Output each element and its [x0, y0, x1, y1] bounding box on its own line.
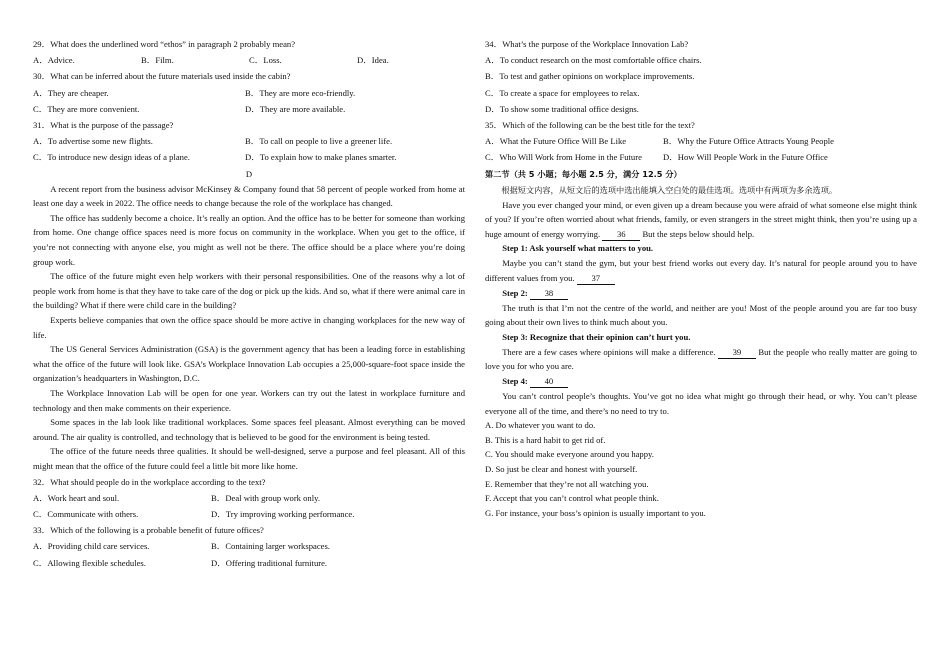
option: C．To introduce new design ideas of a plane. [33, 152, 190, 163]
option: C．Allowing flexible schedules. [33, 557, 146, 568]
option: D．To explain how to make planes smarter. [245, 152, 397, 163]
step-2-paragraph: The truth is that I’m not the centre of the world, and neither are you! Most of the people around you are far too busy going about their own lives to think much about you. [485, 302, 917, 328]
question-31: 31．What is the purpose of the passage? [33, 120, 174, 131]
paragraph: The office has suddenly become a choice. It’s really an option. And the office has to be better for someone than working from home. One change office spaces need is more focus on community in the workplace. When you get to the office, if you’re not connecting with anyone else, you might as well not be there. The office should be a place where you’re doing group work. [33, 212, 465, 267]
option: A．Advice. [33, 55, 75, 66]
option: B．Why the Future Office Attracts Young People [663, 136, 834, 147]
passage-label: D [245, 168, 253, 179]
paragraph: Some spaces in the lab look like traditional workplaces. Some spaces feel pleasant. Almost everything can be moved around. The air quality is controlled, and technology that is believed to be good for the environment is being tested. [33, 417, 465, 442]
choice-item: B. This is a hard habit to get rid of. [485, 434, 606, 445]
option: A．Providing child care services. [33, 541, 150, 552]
option: A．What the Future Office Will Be Like [485, 136, 627, 147]
choice-item: D. So just be clear and honest with yourself. [485, 463, 638, 474]
intro-text: Have you ever changed your mind, or even given up a dream because you were afraid of what someone else might think of you? If you’re often worried about what friends, family, or even strangers in the street might think, then you’re using up a huge amount of energy worrying. [485, 199, 917, 239]
question-34: 34．What’s the purpose of the Workplace Innovation Lab? [485, 39, 689, 49]
question-32: 32．What should people do in the workplace according to the text? [33, 476, 266, 487]
choice-item: E. Remember that they’re not all watching you. [485, 478, 649, 489]
section-instructions: 根据短文内容，从短文后的选项中选出能填入空白处的最佳选项。选项中有两项为多余选项。 [501, 184, 838, 195]
question-35-options [485, 133, 917, 165]
intro-text-end: But the steps below should help. [642, 228, 755, 239]
step-1-text: Maybe you can’t stand the gym, but your best friend works out every day. It’s natural for people around you to have different values from you. [485, 258, 917, 283]
step-4-heading [485, 374, 917, 389]
option: B．Containing larger workspaces. [211, 541, 330, 552]
option: A．They are cheaper. [33, 87, 109, 98]
option: B．To call on people to live a greener life. [245, 136, 393, 147]
step-2-label: Step 2: [502, 287, 528, 298]
step-1-heading: Step 1: Ask yourself what matters to you. [502, 243, 654, 254]
blank-39: 39 [718, 347, 756, 359]
choice-item: C. You should make everyone around you happy. [485, 449, 654, 460]
blank-36: 36 [602, 229, 640, 241]
option: B．They are more eco-friendly. [245, 87, 356, 98]
option: D．Try improving working performance. [211, 508, 355, 519]
paragraph: A recent report from the business advisor McKinsey & Company found that 58 percent of people worked from home at least one day a week in 2022. The office needs to change because the role of the workplace has changed. [33, 183, 465, 209]
blank-38: 38 [530, 288, 568, 300]
paragraph: The Workplace Innovation Lab will be open for one year. Workers can try out the latest in workplace furniture and technology and then make comments on their experience. [33, 387, 465, 413]
option: D．To show some traditional office designs. [485, 103, 639, 114]
step-2-heading [485, 286, 917, 301]
step-4-label: Step 4: [502, 375, 528, 386]
right-column [485, 36, 917, 520]
blank-37: 37 [577, 273, 615, 285]
question-33-options [33, 538, 465, 570]
question-33: 33．Which of the following is a probable benefit of future offices? [33, 525, 264, 536]
option: C．They are more convenient. [33, 103, 140, 114]
paragraph: Experts believe companies that own the office space should be more active in changing workplaces for the new way of life. [33, 314, 465, 340]
question-30: 30．What can be inferred about the future materials used inside the cabin? [33, 71, 291, 82]
option: A．To conduct research on the most comfortable office chairs. [485, 55, 702, 66]
option: D．Idea. [357, 55, 389, 66]
choice-item: F. Accept that you can’t control what people think. [485, 493, 659, 504]
paragraph: The office of the future needs three qualities. It should be well-designed, serve a purpose and feel pleasant. All of this might mean that the office of the future could feel a little bit more like home. [33, 446, 465, 471]
intro-paragraph [485, 198, 917, 242]
option: D．They are more available. [245, 103, 346, 114]
option: C．To create a space for employees to relax. [485, 87, 640, 98]
option: A．To advertise some new flights. [33, 136, 153, 147]
choice-item: G. For instance, your boss’s opinion is usually important to you. [485, 507, 706, 518]
blank-40: 40 [530, 376, 568, 388]
option: D．How Will People Work in the Future Office [663, 152, 828, 163]
question-29-options [33, 52, 465, 68]
question-29: 29．What does the underlined word “ethos” in paragraph 2 probably mean? [33, 39, 296, 49]
step-3-heading: Step 3: Recognize that their opinion can’t hurt you. [502, 331, 691, 342]
option: C．Communicate with others. [33, 508, 139, 519]
question-30-options [33, 85, 465, 117]
question-35: 35．Which of the following can be the best title for the text? [485, 120, 695, 131]
option: C．Loss. [249, 55, 282, 66]
step-4-paragraph: You can’t control people’s thoughts. You’ve got no idea what might go through their head, or why. You can’t please everyone all of the time, and there’s no need to try to. [485, 390, 917, 416]
option: D．Offering traditional furniture. [211, 557, 328, 568]
paragraph: The US General Services Administration (GSA) is the government agency that has been a leading force in establishing what the office of the future will look like. GSA’s Workplace Innovation Lab occupies a 25,000-square-foot space inside the organization’s headquarters in Washington, D.C. [33, 344, 465, 384]
step-3-text-end: But the people who really matter are going to love you for who you are. [485, 346, 917, 372]
left-column [33, 36, 465, 571]
option: A．Work heart and soul. [33, 492, 120, 503]
paragraph: The office of the future might even help workers with their personal responsibilities. One of the reasons why a lot of people work from home is that they have to take care of the dog or pick up the kids. And so, what if there were animal care in the building? What if there were child care in the building? [33, 271, 465, 311]
option: B．Deal with group work only. [211, 492, 320, 503]
step-3-paragraph [485, 345, 917, 374]
choice-item: A. Do whatever you want to do. [485, 420, 596, 431]
option: B．Film. [141, 55, 174, 66]
option: C．Who Will Work from Home in the Future [485, 152, 642, 163]
step-1-paragraph [485, 256, 917, 285]
question-32-options [33, 490, 465, 522]
option: B．To test and gather opinions on workplace improvements. [485, 71, 695, 82]
question-31-options [33, 133, 465, 165]
step-3-text: There are a few cases where opinions will make a difference. [502, 346, 716, 357]
section-title: 第二节（共 5 小题；每小题 2.5 分，满分 12.5 分） [485, 168, 682, 179]
